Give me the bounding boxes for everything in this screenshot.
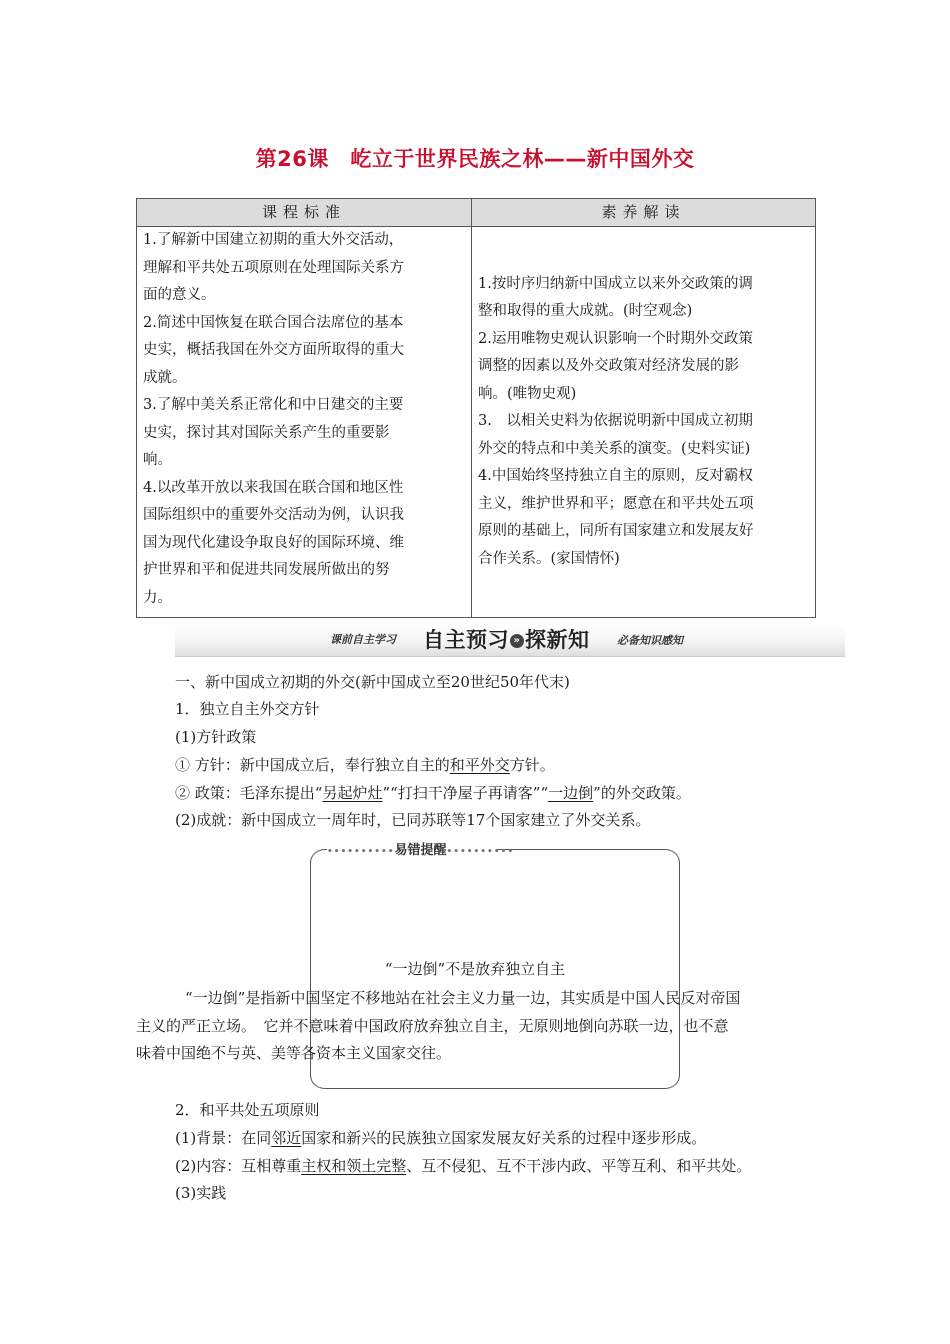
- practice-item: (3)实践: [175, 1184, 227, 1202]
- literacy-line: 外交的特点和中美关系的演变。(史料实证): [478, 440, 751, 457]
- subsection-heading: 2．和平共处五项原则: [175, 1101, 320, 1119]
- standard-line: 理解和平共处五项原则在处理国际关系方: [143, 259, 404, 276]
- standard-line: 4.以改革开放以来我国在联合国和地区性: [143, 479, 404, 496]
- policy-point-2: [175, 783, 691, 803]
- table-row: [137, 227, 816, 618]
- literacy-line: 合作关系。(家国情怀): [478, 550, 620, 567]
- standard-line: 史实，探讨其对国际关系产生的重要影: [143, 424, 390, 441]
- standard-line: 响。: [143, 452, 172, 468]
- text-run: 、互不侵犯、互不干涉内政、平等互利、和平共处。: [406, 1157, 752, 1175]
- key-term: 另起炉灶: [322, 784, 383, 802]
- dotted-line-icon: ••••••••••: [327, 847, 395, 857]
- double-chevron-icon: »: [510, 634, 524, 648]
- policy-point-1: [175, 755, 555, 775]
- standard-line: 国为现代化建设争取良好的国际环境、维: [143, 534, 404, 551]
- standard-line: 国际组织中的重要外交活动为例，认识我: [143, 507, 404, 523]
- literacy-interpretation-cell: [472, 227, 816, 618]
- curriculum-standards-table: [136, 198, 816, 618]
- standard-line: 力。: [143, 589, 172, 606]
- text-run: 国家和新兴的民族独立国家发展友好关系的过程中逐步形成。: [301, 1129, 707, 1147]
- standard-line: 史实，概括我国在外交方面所取得的重大: [143, 342, 404, 358]
- text-run: ① 方针：新中国成立后，奉行独立自主的: [175, 756, 450, 774]
- standard-line: 2.简述中国恢复在联合国合法席位的基本: [143, 314, 404, 331]
- text-run: 方针。: [509, 756, 555, 774]
- dotted-line-icon: ••••••••••: [446, 847, 515, 857]
- standard-line: 面的意义。: [143, 287, 216, 303]
- key-term: 邻近: [271, 1129, 302, 1147]
- text-run: (2)内容：互相尊重: [175, 1157, 302, 1175]
- key-term: 和平外交: [449, 756, 510, 774]
- tip-title: “一边倒”不是放弃独立自主: [384, 960, 566, 978]
- tip-box-bottom-border: [311, 1074, 679, 1089]
- tip-line: “一边倒”是指新中国坚定不移地站在社会主义力量一边，其实质是中国人民反对帝国: [185, 989, 741, 1007]
- background-item: [175, 1128, 706, 1148]
- text-run: (1)背景：在同: [175, 1129, 272, 1147]
- tip-label: [327, 840, 515, 862]
- banner-heading-b: 探新知: [525, 628, 590, 652]
- literacy-line: 4.中国始终坚持独立自主的原则，反对霸权: [478, 468, 753, 485]
- literacy-line: 响。(唯物史观): [478, 385, 577, 402]
- banner-heading: [423, 624, 590, 654]
- text-run: ”的外交政策。: [593, 784, 691, 802]
- tip-line: 味着中国绝不与英、美等各资本主义国家交往。: [136, 1044, 452, 1062]
- section1-heading: 一、新中国成立初期的外交(新中国成立至20世纪50年代末): [175, 673, 570, 691]
- literacy-line: 主义，维护世界和平；愿意在和平共处五项: [478, 495, 754, 512]
- tip-label-text: 易错提醒: [394, 843, 447, 858]
- item-heading: (1)方针政策: [175, 728, 257, 746]
- header-curriculum-standard: 课程标准: [137, 199, 472, 227]
- literacy-line: 整和取得的重大成就。(时空观念): [478, 303, 693, 320]
- literacy-line: 调整的因素以及外交政策对经济发展的影: [478, 358, 739, 375]
- standard-line: 3.了解中美关系正常化和中日建交的主要: [143, 397, 404, 413]
- standard-line: 护世界和平和促进共同发展所做出的努: [143, 562, 390, 578]
- section-banner: [175, 624, 845, 657]
- page-title: 第26课 屹立于世界民族之林——新中国外交: [255, 147, 695, 171]
- subsection-heading: 1．独立自主外交方针: [175, 700, 320, 718]
- key-term: 主权和领土完整: [301, 1157, 407, 1175]
- banner-right-caption: 必备知识感知: [617, 634, 683, 647]
- standard-line: 1.了解新中国建立初期的重大外交活动，: [143, 232, 404, 248]
- literacy-line: 2.运用唯物史观认识影响一个时期外交政策: [478, 330, 753, 347]
- text-run: ② 政策：毛泽东提出“: [175, 784, 323, 802]
- standard-line: 成就。: [143, 369, 187, 386]
- content-item: [175, 1156, 751, 1176]
- header-literacy-interpretation: 素养解读: [472, 199, 816, 227]
- literacy-line: 原则的基础上，同所有国家建立和发展友好: [478, 523, 754, 540]
- literacy-line: 1.按时序归纳新中国成立以来外交政策的调: [478, 275, 753, 292]
- tip-line: 主义的严正立场。 它并不意味着中国政府放弃独立自主，无原则地倒向苏联一边，也不意: [136, 1017, 729, 1035]
- key-term: 一边倒: [548, 784, 594, 802]
- text-run: ”“打扫干净屋子再请客”“: [382, 784, 549, 802]
- banner-left-caption: 课前自主学习: [330, 633, 396, 646]
- banner-heading-a: 自主预习: [423, 628, 509, 652]
- achievement-item: (2)成就：新中国成立一周年时，已同苏联等17个国家建立了外交关系。: [175, 811, 651, 829]
- table-header-row: [137, 199, 816, 227]
- literacy-line: 3. 以相关史料为依据说明新中国成立初期: [478, 413, 753, 430]
- curriculum-standard-cell: [137, 227, 472, 618]
